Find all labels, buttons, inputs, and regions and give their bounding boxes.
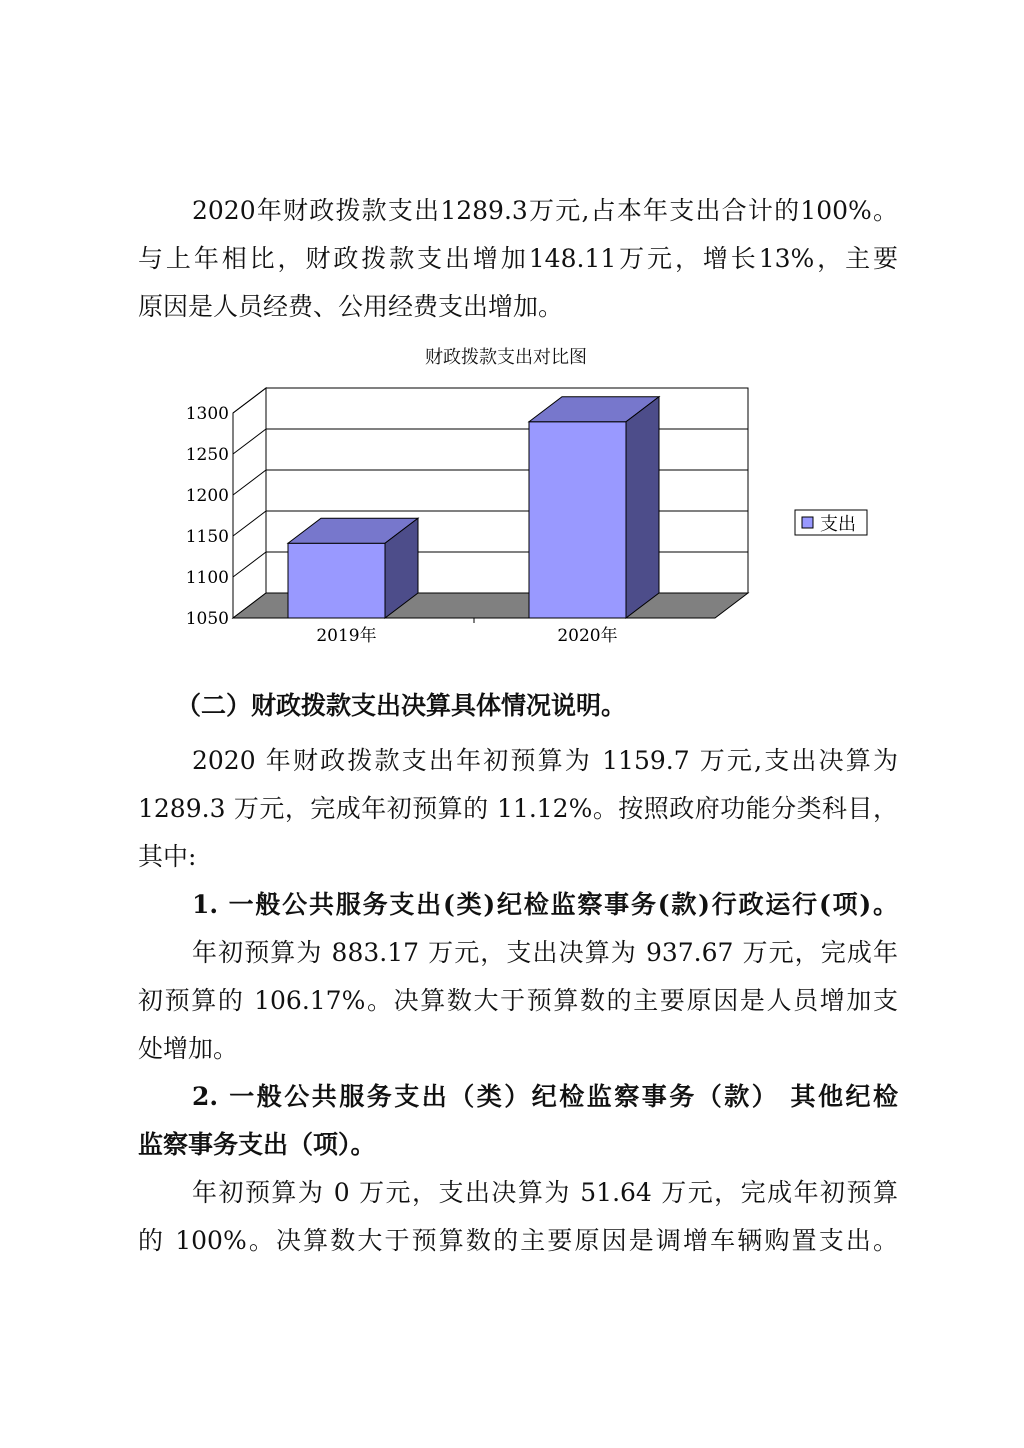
text-line: 处增加。 <box>138 1034 239 1063</box>
y-tick-label: 1250 <box>185 445 229 465</box>
text-line: 年初预算为 0 万元，支出决算为 51.64 万元，完成年初预算 <box>192 1178 898 1207</box>
chart-side-wall <box>233 388 266 618</box>
chart-legend <box>795 510 867 535</box>
bar-2019年 <box>288 543 385 618</box>
y-tick-label: 1050 <box>185 609 229 629</box>
item-title-text: 监察事务支出（项）。 <box>138 1130 376 1159</box>
item-title-text: 1. 一般公共服务支出(类)纪检监察事务(款)行政运行(项)。 <box>192 890 898 919</box>
y-tick-label: 1150 <box>185 527 229 547</box>
text-line: 2020 年财政拨款支出年初预算为 1159.7 万元,支出决算为 <box>192 746 898 775</box>
chart-title: 财政拨款支出对比图 <box>425 347 587 368</box>
x-tick-label: 2019年 <box>316 626 377 646</box>
text-line: 原因是人员经费、公用经费支出增加。 <box>138 292 564 321</box>
item-1-body <box>138 929 898 1073</box>
y-tick-label: 1300 <box>185 404 229 424</box>
heading-text: （二）财政拨款支出决算具体情况说明。 <box>176 691 627 720</box>
text-line: 1289.3 万元，完成年初预算的 11.12%。按照政府功能分类科目， <box>138 794 898 823</box>
text-line: 其中: <box>138 842 197 871</box>
item-2-body <box>138 1169 898 1265</box>
item-1-title <box>138 881 898 929</box>
paragraph-2 <box>138 737 898 881</box>
paragraph-1 <box>138 187 898 331</box>
bar-2020年 <box>529 422 626 618</box>
y-tick-label: 1100 <box>185 568 229 588</box>
text-line: 与上年相比，财政拨款支出增加148.11万元，增长13%，主要 <box>138 244 898 273</box>
legend-label: 支出 <box>820 514 856 535</box>
bar-side <box>626 397 659 618</box>
text-line: 初预算的 106.17%。决算数大于预算数的主要原因是人员增加支 <box>138 986 898 1015</box>
bar-chart <box>170 380 890 650</box>
text-line: 的 100%。决算数大于预算数的主要原因是调增车辆购置支出。 <box>138 1226 898 1255</box>
section-heading <box>176 682 896 730</box>
x-tick-label: 2020年 <box>557 626 618 646</box>
item-2-title <box>138 1073 898 1169</box>
text-line: 2020年财政拨款支出1289.3万元,占本年支出合计的100%。 <box>192 196 898 225</box>
y-tick-label: 1200 <box>185 486 229 506</box>
text-line: 年初预算为 883.17 万元，支出决算为 937.67 万元，完成年 <box>192 938 898 967</box>
legend-swatch <box>802 517 813 528</box>
item-title-text: 2. 一般公共服务支出（类）纪检监察事务（款） 其他纪检 <box>192 1082 898 1111</box>
